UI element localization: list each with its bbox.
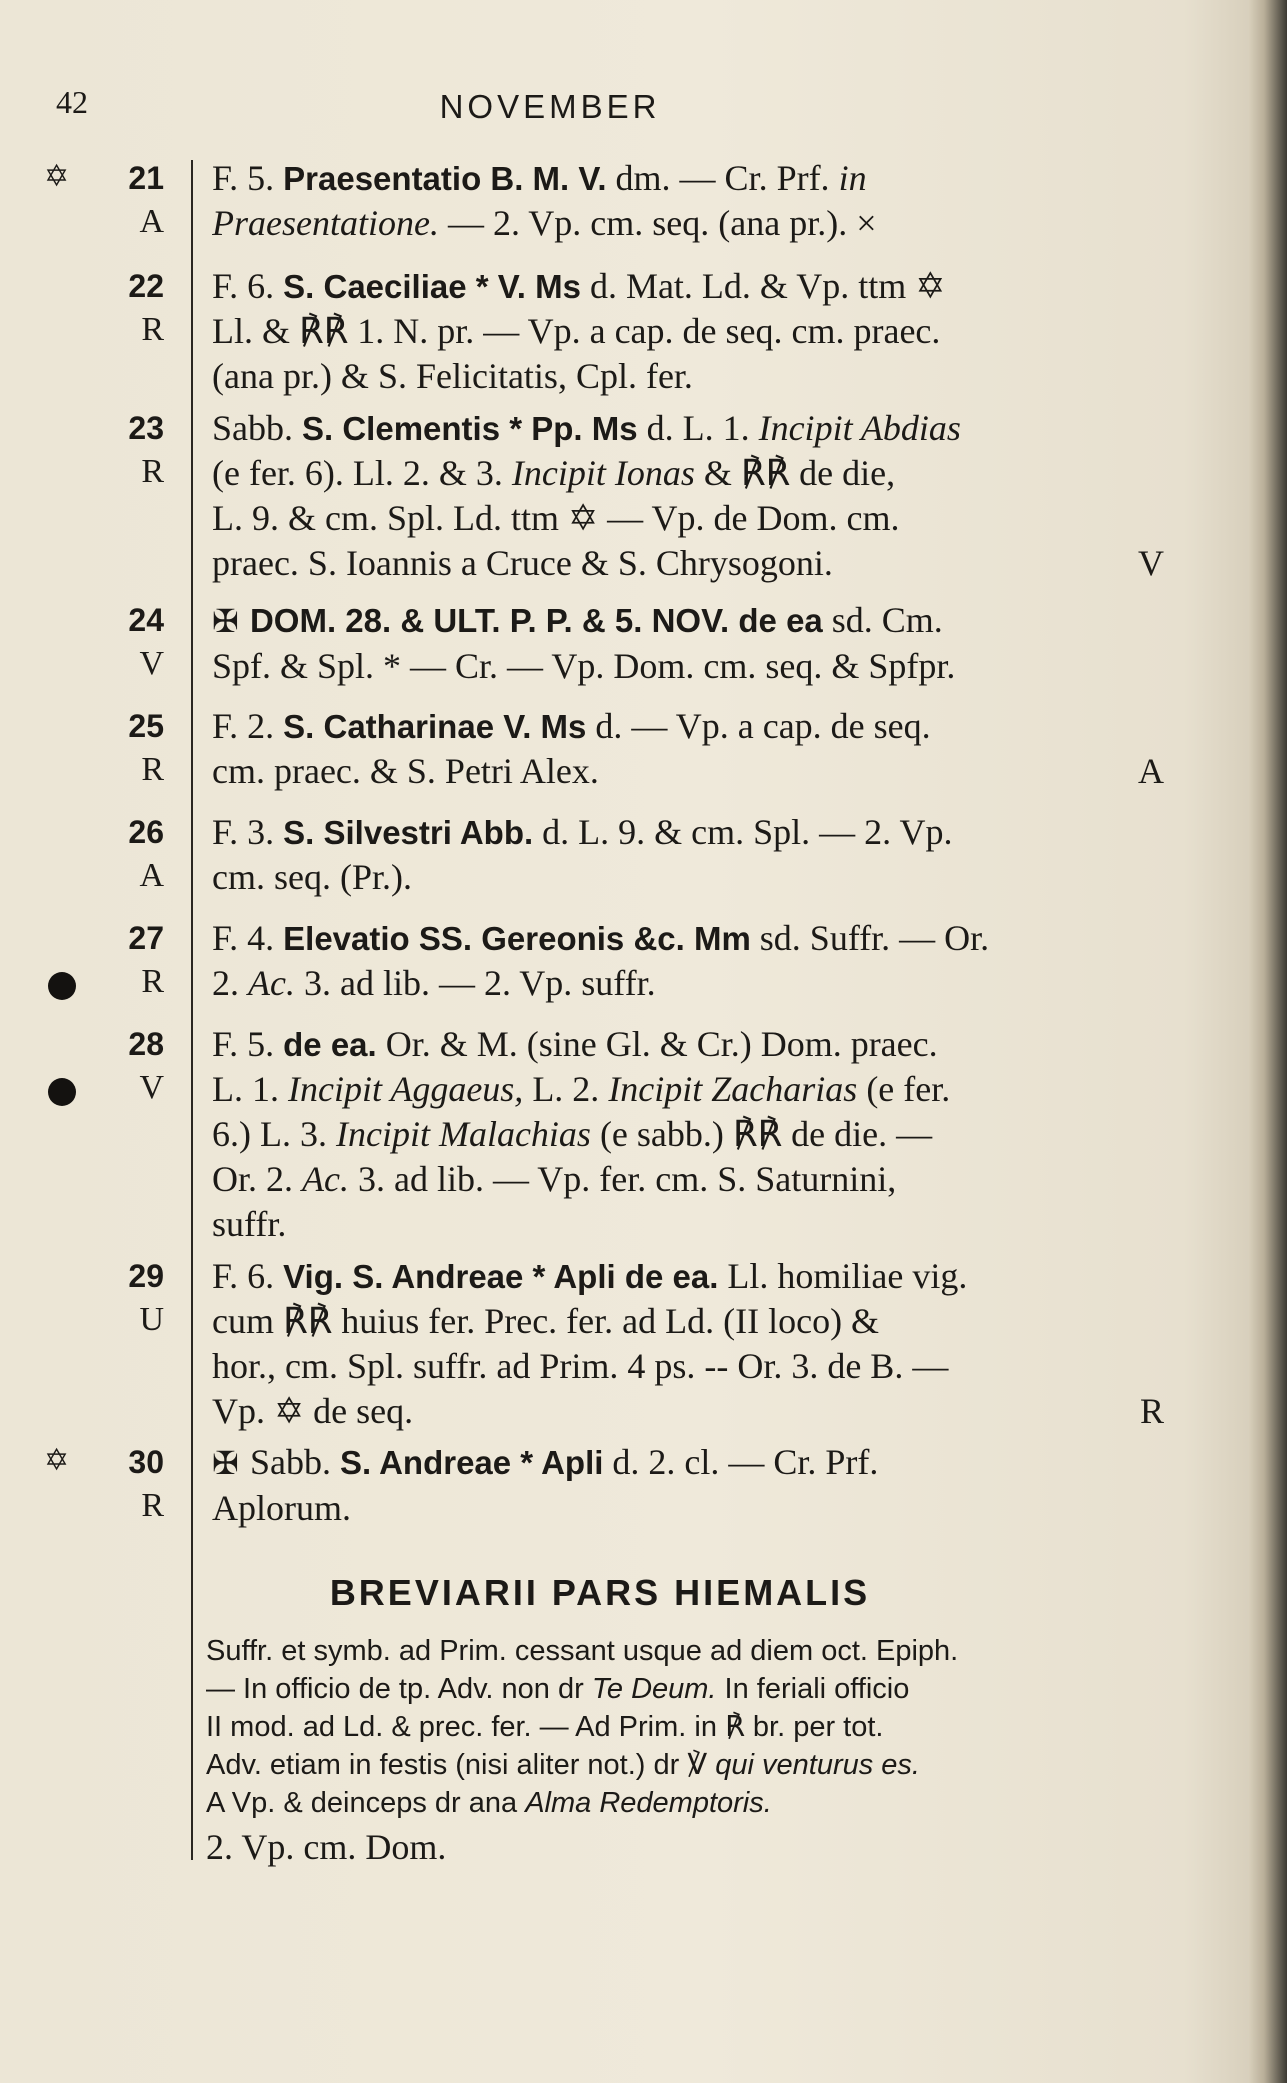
- date-gutter: [0, 704, 180, 824]
- text-run: dm. — Cr. Prf.: [606, 158, 839, 198]
- day-number: 21: [128, 160, 164, 196]
- text-run: d. 2. cl. — Cr. Prf.: [603, 1442, 879, 1482]
- text-run: Or. 2.: [212, 1159, 302, 1199]
- liturgical-color-letter: R: [141, 963, 164, 1000]
- text-run: cum ℟℟ huius fer. Prec. fer. ad Ld. (II loco) &: [212, 1301, 880, 1341]
- day-number: 25: [128, 708, 164, 744]
- text-run: d. L. 9. & cm. Spl. — 2. Vp.: [533, 812, 953, 852]
- day-number: 29: [128, 1258, 164, 1294]
- text-run: d. — Vp. a cap. de seq.: [586, 706, 931, 746]
- text-run: L. 9. & cm. Spl. Ld. ttm ✡ — Vp. de Dom. cm.: [212, 498, 900, 538]
- text-run: praec. S. Ioannis a Cruce & S. Chrysogoni.: [212, 543, 833, 583]
- text-run: S. Caeciliae * V. Ms: [283, 268, 581, 305]
- text-run: DOM. 28. & ULT. P. P. & 5. NOV. de ea: [249, 602, 823, 639]
- liturgical-color-letter: R: [141, 751, 164, 788]
- text-run: Incipit Aggaeus,: [288, 1069, 524, 1109]
- liturgical-color-mark: A: [1138, 751, 1164, 791]
- text-run: — In officio de tp. Adv. non dr: [206, 1673, 592, 1705]
- entry-line: [212, 264, 1182, 309]
- text-run: Alma Redemptoris.: [525, 1787, 772, 1819]
- entry-line: [212, 810, 1182, 855]
- text-run: F. 2.: [212, 706, 284, 746]
- text-run: qui venturus es.: [715, 1749, 920, 1781]
- text-run: F. 6.: [212, 266, 284, 306]
- text-run: ✠: [212, 602, 250, 640]
- entry-text: [212, 916, 1182, 1006]
- text-run: Praesentatio B. M. V.: [283, 160, 607, 197]
- entry-line: [212, 541, 1182, 586]
- text-run: Ac.: [302, 1159, 349, 1199]
- text-run: in: [838, 158, 867, 198]
- rubric-line: [206, 1746, 1176, 1784]
- text-run: Adv. etiam in festis (nisi aliter not.) dr ℣: [206, 1749, 716, 1781]
- text-run: hor., cm. Spl. suffr. ad Prim. 4 ps. -- Or. 3. de B. —: [212, 1346, 949, 1386]
- date-gutter: [0, 810, 180, 930]
- entry-text: [212, 406, 1182, 586]
- text-run: Ll. homiliae vig.: [718, 1256, 968, 1296]
- text-run: — 2. Vp. cm. seq. (ana pr.). ×: [438, 203, 877, 243]
- text-run: 3. ad lib. — 2. Vp. suffr.: [294, 963, 656, 1003]
- date-gutter: [0, 1440, 180, 1560]
- day-number: 28: [128, 1026, 164, 1062]
- text-run: Sabb.: [212, 408, 302, 448]
- text-run: F. 5.: [212, 1024, 284, 1064]
- text-run: Or. & M. (sine Gl. & Cr.) Dom. praec.: [376, 1024, 938, 1064]
- text-run: F. 6.: [212, 1256, 284, 1296]
- rubric-paragraph: [206, 1632, 1176, 1822]
- text-run: Ll. & ℟℟ 1. N. pr. — Vp. a cap. de seq. cm. praec.: [212, 311, 941, 351]
- day-number: 26: [128, 814, 164, 850]
- date-gutter: [0, 1254, 180, 1374]
- entry-line: [212, 451, 1182, 496]
- text-run: F. 4.: [212, 918, 284, 958]
- text-run: Incipit Abdias: [758, 408, 961, 448]
- entry-line: [212, 1157, 1182, 1202]
- entry-line: [212, 354, 1182, 399]
- text-run: In feriali officio: [716, 1673, 910, 1705]
- rubric-line: [206, 1670, 1176, 1708]
- liturgical-color-mark: R: [1139, 1391, 1164, 1431]
- text-run: Incipit Zacharias: [608, 1069, 858, 1109]
- entry-line: [212, 855, 1182, 900]
- entry-line: [212, 1202, 1182, 1247]
- liturgical-color-letter: U: [139, 1301, 164, 1338]
- day-number: 30: [128, 1444, 164, 1480]
- rubric-line: [206, 1632, 1176, 1670]
- text-run: Ac.: [248, 963, 295, 1003]
- day-number: 23: [128, 410, 164, 446]
- entry-text: [212, 1254, 1182, 1434]
- text-run: sd. Suffr. — Or.: [750, 918, 990, 958]
- text-run: Aplorum.: [212, 1488, 351, 1528]
- date-gutter: [0, 156, 180, 276]
- text-run: Elevatio SS. Gereonis &c. Mm: [283, 920, 751, 957]
- text-run: de ea.: [283, 1026, 377, 1063]
- entry-text: [212, 1440, 1182, 1531]
- entry-text: [212, 264, 1182, 399]
- star-of-david-icon: ✡: [44, 160, 70, 193]
- entry-line: [212, 598, 1182, 644]
- text-run: L. 1.: [212, 1069, 288, 1109]
- text-run: Sabb.: [249, 1442, 340, 1482]
- text-run: 2.: [212, 963, 248, 1003]
- text-run: d. L. 1.: [637, 408, 759, 448]
- entry-text: [212, 810, 1182, 900]
- entry-line: [212, 1022, 1182, 1067]
- final-line: 2. Vp. cm. Dom.: [206, 1827, 447, 1867]
- date-gutter: [0, 264, 180, 384]
- text-run: S. Silvestri Abb.: [283, 814, 534, 851]
- text-run: S. Clementis * Pp. Ms: [302, 410, 638, 447]
- entry-line: [212, 201, 1182, 246]
- text-run: ✠: [212, 1444, 250, 1482]
- entry-line: [212, 1112, 1182, 1157]
- entry-line: [212, 1299, 1182, 1344]
- text-run: F. 5.: [212, 158, 284, 198]
- page-number: 42: [56, 84, 88, 120]
- date-gutter: [0, 1022, 180, 1142]
- rubric-line: [206, 1784, 1176, 1822]
- text-run: (e fer. 6). Ll. 2. & 3.: [212, 453, 512, 493]
- text-run: cm. praec. & S. Petri Alex.: [212, 751, 599, 791]
- text-run: Incipit Malachias: [335, 1114, 591, 1154]
- text-run: F. 3.: [212, 812, 284, 852]
- entry-text: [212, 156, 1182, 246]
- entry-line: [212, 704, 1182, 749]
- liturgical-color-letter: A: [139, 203, 164, 240]
- text-run: S. Catharinae V. Ms: [283, 708, 587, 745]
- text-run: sd. Cm.: [822, 600, 943, 640]
- liturgical-color-letter: R: [141, 453, 164, 490]
- entry-line: [212, 1440, 1182, 1486]
- entry-line: [212, 1254, 1182, 1299]
- entry-line: [212, 1344, 1182, 1389]
- rubric-line: [206, 1708, 1176, 1746]
- text-run: Spf. & Spl. * — Cr. — Vp. Dom. cm. seq. & Spfpr.: [212, 646, 956, 686]
- liturgical-color-mark: V: [1138, 543, 1164, 583]
- entry-line: [212, 961, 1182, 1006]
- entry-line: [212, 749, 1182, 794]
- text-run: d. Mat. Ld. & Vp. ttm ✡: [580, 266, 946, 306]
- text-run: cm. seq. (Pr.).: [212, 857, 412, 897]
- text-run: (e fer.: [857, 1069, 951, 1109]
- date-gutter: [0, 406, 180, 526]
- entry-text: [212, 598, 1182, 689]
- entry-line: [212, 1486, 1182, 1531]
- liturgical-color-letter: V: [139, 1069, 164, 1106]
- entry-line: [212, 1067, 1182, 1112]
- entry-line: [212, 496, 1182, 541]
- page-edge-shadow: [1249, 0, 1287, 2083]
- text-run: (e sabb.) ℟℟ de die. —: [590, 1114, 933, 1154]
- text-run: II mod. ad Ld. & prec. fer. — Ad Prim. in ℟ br. per tot.: [206, 1711, 884, 1743]
- text-run: (ana pr.) & S. Felicitatis, Cpl. fer.: [212, 356, 693, 396]
- text-run: S. Andreae * Apli: [339, 1444, 604, 1481]
- text-run: 6.) L. 3.: [212, 1114, 336, 1154]
- liturgical-color-letter: R: [141, 1487, 164, 1524]
- date-gutter: [0, 916, 180, 1036]
- entry-line: [212, 406, 1182, 451]
- running-head: NOVEMBER: [439, 88, 661, 125]
- liturgical-color-letter: R: [141, 311, 164, 348]
- text-run: Incipit Ionas: [511, 453, 695, 493]
- entry-line: [212, 309, 1182, 354]
- date-gutter: [0, 598, 180, 718]
- liturgical-color-letter: V: [139, 645, 164, 682]
- text-run: A Vp. & deinceps dr ana: [206, 1787, 526, 1819]
- entry-line: [212, 916, 1182, 961]
- entry-text: [212, 1022, 1182, 1247]
- text-run: 3. ad lib. — Vp. fer. cm. S. Saturnini,: [348, 1159, 897, 1199]
- day-number: 22: [128, 268, 164, 304]
- text-run: Suffr. et symb. ad Prim. cessant usque ad diem oct. Epiph.: [206, 1635, 959, 1667]
- text-run: L. 2.: [523, 1069, 609, 1109]
- entry-line: [212, 156, 1182, 201]
- entry-text: [212, 704, 1182, 794]
- day-number: 27: [128, 920, 164, 956]
- section-title: BREVIARII PARS HIEMALIS: [329, 1572, 871, 1613]
- entry-line: [212, 1389, 1182, 1434]
- black-dot-icon: [48, 972, 76, 1000]
- star-of-david-icon: ✡: [44, 1444, 70, 1477]
- text-run: Vp. ✡ de seq.: [212, 1391, 414, 1431]
- day-number: 24: [128, 602, 164, 638]
- text-run: Praesentatione.: [212, 203, 439, 243]
- text-run: suffr.: [212, 1204, 287, 1244]
- text-run: & ℟℟ de die,: [694, 453, 896, 493]
- entry-line: [212, 644, 1182, 689]
- black-dot-icon: [48, 1078, 76, 1106]
- text-run: Vig. S. Andreae * Apli de ea.: [283, 1258, 719, 1295]
- text-run: Te Deum.: [591, 1673, 717, 1705]
- liturgical-color-letter: A: [139, 857, 164, 894]
